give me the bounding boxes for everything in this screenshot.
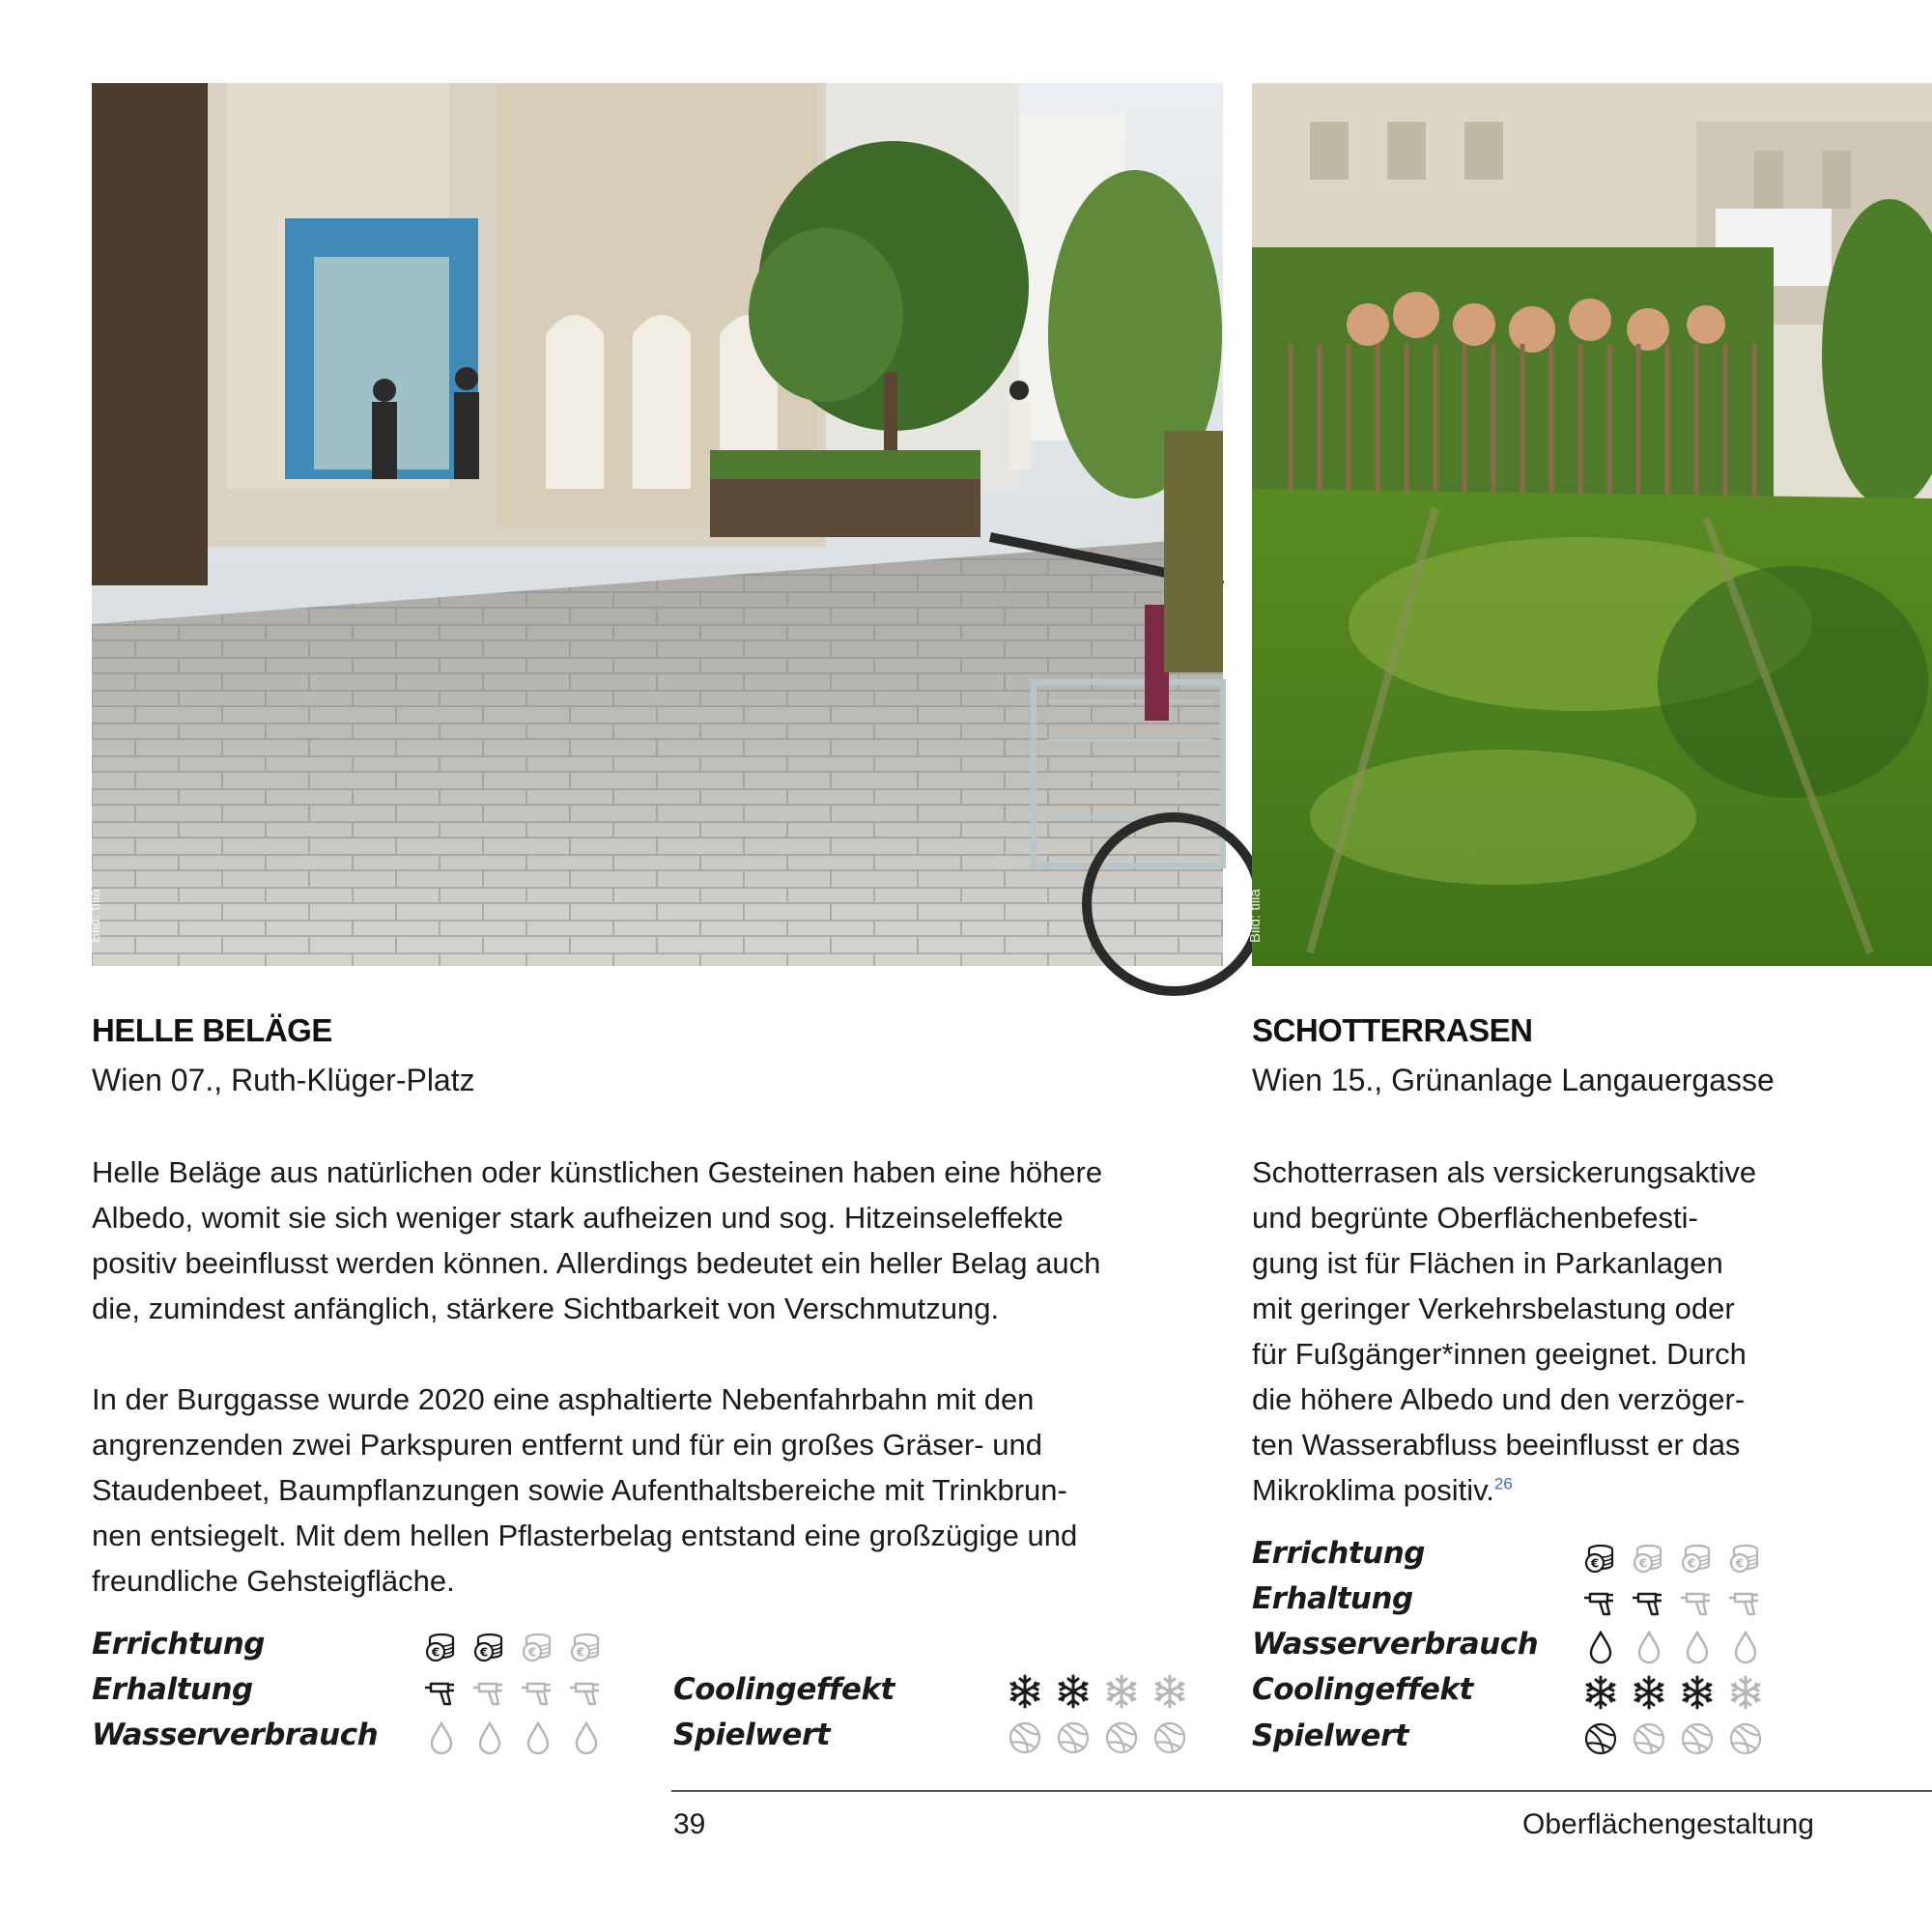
drill-icon (518, 1671, 558, 1712)
svg-text:€: € (1735, 1556, 1745, 1571)
water-drop-icon (566, 1718, 607, 1758)
text-line: angrenzenden zwei Parkspuren entfernt und für ein großes Gräser- und (92, 1428, 1042, 1462)
text-line: freundliche Gehsteigfläche. (92, 1564, 455, 1598)
text-line: In der Burggasse wurde 2020 eine asphaltierte Nebenfahrbahn mit den (92, 1382, 1035, 1416)
water-drop-icon (1629, 1627, 1669, 1667)
text-line: die, zumindest anfänglich, stärkere Sichtbarkeit von Verschmutzung. (92, 1292, 1000, 1325)
description-paragraph (92, 1377, 1077, 1604)
section-title: HELLE BELÄGE (92, 1012, 332, 1048)
svg-text:€: € (479, 1645, 489, 1660)
water-drop-icon (469, 1718, 510, 1758)
rating-label-errichtung: Errichtung (92, 1627, 265, 1662)
text-line (1252, 1467, 1756, 1513)
ball-icon (1677, 1719, 1718, 1759)
text-line: Helle Beläge aus natürlichen oder künstlichen Gesteinen haben eine höhere (92, 1155, 1103, 1189)
euro-coins-icon (518, 1625, 558, 1665)
description-paragraph (92, 1150, 1102, 1331)
text-line: Staudenbeet, Baumpflanzungen sowie Aufenthaltsbereiche mit Trinkbrun- (92, 1473, 1067, 1507)
text-line: positiv beeinflusst werden können. Allerdings bedeutet ein heller Belag auch (92, 1246, 1101, 1280)
euro-coins-icon (1629, 1536, 1669, 1577)
text-line: nen entsiegelt. Mit dem hellen Pflasterbelag entstand eine großzügige und (92, 1519, 1078, 1552)
euro-coins-icon (1677, 1536, 1718, 1577)
location-label: Wien 15., Grünanlage Langauergasse (1252, 1063, 1775, 1097)
ball-icon (1629, 1719, 1669, 1759)
drill-icon (421, 1671, 462, 1712)
svg-text:€: € (576, 1645, 585, 1660)
text-line: ten Wasserabfluss beeinflusst er das (1252, 1428, 1741, 1462)
rating-spielwert (1580, 1719, 1766, 1759)
rating-coolingeffekt (1005, 1671, 1190, 1712)
water-drop-icon (1677, 1627, 1718, 1667)
photo-credit: Bild: tilia (1247, 889, 1264, 943)
drill-icon (566, 1671, 607, 1712)
euro-coins-icon (1725, 1536, 1766, 1577)
text-line: Schotterrasen als versickerungsaktive (1252, 1155, 1757, 1189)
rating-wasserverbrauch (421, 1718, 607, 1758)
snowflake-icon (1580, 1672, 1621, 1713)
water-drop-icon (421, 1718, 462, 1758)
rating-errichtung (1580, 1536, 1766, 1577)
text-line: für Fußgänger*innen geeignet. Durch (1252, 1337, 1747, 1371)
rating-label-erhaltung: Erhaltung (1252, 1581, 1413, 1616)
ball-icon (1005, 1718, 1045, 1758)
svg-text:€: € (527, 1645, 537, 1660)
ball-icon (1150, 1718, 1190, 1758)
text-line: und begrünte Oberflächenbefesti- (1252, 1201, 1698, 1235)
photo-credit: Bild: tilia (87, 889, 103, 943)
rating-label-errichtung: Errichtung (1252, 1536, 1425, 1571)
photo-schotterrasen (1247, 83, 1932, 966)
rating-label-wasserverbrauch: Wasserverbrauch (92, 1718, 379, 1752)
euro-coins-icon (469, 1625, 510, 1665)
ball-icon (1580, 1719, 1621, 1759)
rating-errichtung (421, 1625, 607, 1665)
drill-icon (1580, 1581, 1621, 1622)
text-line-content: Mikroklima positiv. (1252, 1473, 1494, 1507)
text-line: Albedo, womit sie sich weniger stark aufheizen und sog. Hitzeinseleffekte (92, 1201, 1064, 1235)
text-line: gung ist für Flächen in Parkanlagen (1252, 1246, 1723, 1280)
euro-coins-icon (1580, 1536, 1621, 1577)
rating-label-spielwert: Spielwert (1252, 1719, 1409, 1753)
page-number: 39 (673, 1808, 706, 1840)
water-drop-icon (1725, 1627, 1766, 1667)
svg-text:€: € (1638, 1556, 1648, 1571)
text-line: mit geringer Verkehrsbelastung oder (1252, 1292, 1735, 1325)
snowflake-icon (1150, 1671, 1190, 1712)
rating-wasserverbrauch (1580, 1627, 1766, 1667)
water-drop-icon (1580, 1627, 1621, 1667)
text-line: die höhere Albedo und den verzöger- (1252, 1382, 1746, 1416)
snowflake-icon (1629, 1672, 1669, 1713)
ball-icon (1101, 1718, 1142, 1758)
snowflake-icon (1725, 1672, 1766, 1713)
rating-label-coolingeffekt: Coolingeffekt (1252, 1672, 1473, 1707)
photo-helle-belaege (87, 83, 1223, 966)
footnote-ref[interactable]: 26 (1493, 1474, 1513, 1493)
euro-coins-icon (421, 1625, 462, 1665)
ball-icon (1725, 1719, 1766, 1759)
rating-label-erhaltung: Erhaltung (92, 1672, 253, 1707)
snowflake-icon (1005, 1671, 1045, 1712)
snowflake-icon (1101, 1671, 1142, 1712)
section-name: Oberflächengestaltung (1522, 1808, 1814, 1840)
rating-label-coolingeffekt: Coolingeffekt (673, 1672, 895, 1707)
svg-text:€: € (431, 1645, 440, 1660)
rating-coolingeffekt (1580, 1672, 1766, 1713)
water-drop-icon (518, 1718, 558, 1758)
drill-icon (469, 1671, 510, 1712)
drill-icon (1629, 1581, 1669, 1622)
rating-spielwert (1005, 1718, 1190, 1758)
rating-erhaltung (421, 1671, 607, 1712)
location-label: Wien 07., Ruth-Klüger-Platz (92, 1063, 475, 1097)
snowflake-icon (1053, 1671, 1094, 1712)
rating-label-wasserverbrauch: Wasserverbrauch (1252, 1627, 1539, 1662)
drill-icon (1725, 1581, 1766, 1622)
ball-icon (1053, 1718, 1094, 1758)
rating-label-spielwert: Spielwert (673, 1718, 831, 1752)
svg-text:€: € (1590, 1556, 1600, 1571)
snowflake-icon (1677, 1672, 1718, 1713)
description-paragraph (1252, 1150, 1756, 1513)
section-title: SCHOTTERRASEN (1252, 1012, 1533, 1048)
euro-coins-icon (566, 1625, 607, 1665)
footer-divider (671, 1790, 1932, 1792)
drill-icon (1677, 1581, 1718, 1622)
rating-erhaltung (1580, 1581, 1766, 1622)
svg-text:€: € (1687, 1556, 1696, 1571)
